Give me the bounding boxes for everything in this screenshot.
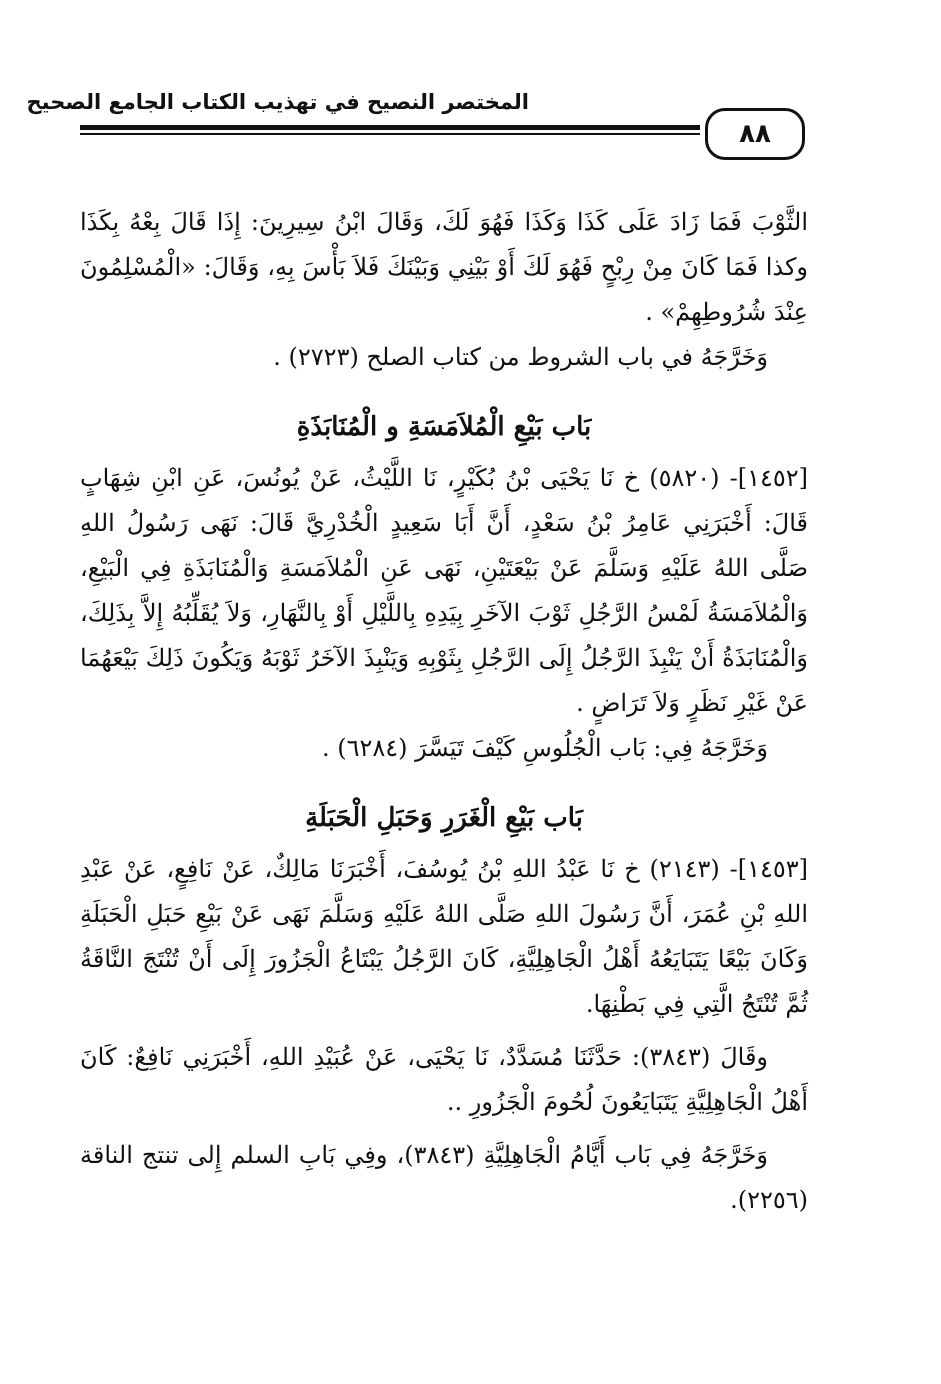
paragraph-citation: وَخَرَّجَهُ فِي: بَاب الْجُلُوسِ كَيْفَ تَيَسَّرَ (٦٢٨٤) . xyxy=(321,734,768,762)
header-rule-thick xyxy=(80,125,700,130)
chapter-heading-gharar: بَاب بَيْعِ الْغَرَرِ وَحَبَلِ الْحَبَلَةِ xyxy=(305,803,583,833)
paragraph-continuation: الثَّوْبَ فَمَا زَادَ عَلَى كَذَا وَكَذَا فَهُوَ لَكَ، وَقَالَ ابْنُ سِيرِينَ: إِذَا قَالَ بِعْهُ بِكَذَا وكذا فَمَا كَانَ مِنْ رِبْحٍ فَهُوَ لَكَ أَوْ بَيْنِي وَبَيْنَكَ فَلاَ بَأْسَ بِهِ، وَقَالَ: «الْمُسْلِمُونَ عِنْدَ شُرُوطِهِمْ» . xyxy=(80,208,808,326)
paragraph-narration: وقَالَ (٣٨٤٣): حَدَّثَنَا مُسَدَّدٌ، نَا يَحْيَى، عَنْ عُبَيْدِ اللهِ، أَخْبَرَنِي نَافِعٌ: كَانَ أَهْلُ الْجَاهِلِيَّةِ يَتَبَايَعُونَ لُحُومَ الْجَزُورِ .. xyxy=(80,1043,808,1116)
header-rule-thin xyxy=(80,133,700,135)
paragraph-citation: وَخَرَّجَهُ في باب الشروط من كتاب الصلح (٢٧٢٣) . xyxy=(273,343,768,371)
hadith-1453: [١٤٥٣]- (٢١٤٣) خ نَا عَبْدُ اللهِ بْنُ يُوسُفَ، أَخْبَرَنَا مَالِكٌ، عَنْ نَافِعٍ، عَنْ عَبْدِ اللهِ بْنِ عُمَرَ، أَنَّ رَسُولَ اللهِ صَلَّى اللهُ عَلَيْهِ وَسَلَّمَ نَهَى عَنْ بَيْعِ حَبَلِ الْحَبَلَةِ وَكَانَ بَيْعًا يَتَبَايَعُهُ أَهْلُ الْجَاهِلِيَّةِ، كَانَ الرَّجُلُ يَبْتَاعُ الْجَزُورَ إِلَى أَنْ تُنْتَجَ النَّاقَةُ ثُمَّ تُنْتَجُ الَّتِي فِي بَطْنِهَا. xyxy=(80,855,808,1018)
paragraph-citation: وَخَرَّجَهُ فِي بَاب أَيَّامُ الْجَاهِلِيَّةِ (٣٨٤٣)، وفِي بَابِ السلم إِلى تنتج الناقة (٢٢٥٦). xyxy=(80,1141,808,1214)
chapter-heading-mulamasa: بَاب بَيْعِ الْمُلاَمَسَةِ و الْمُنَابَذَةِ xyxy=(296,412,592,442)
page-header xyxy=(26,80,805,160)
running-title: المختصر النصيح في تهذيب الكتاب الجامع الصحيح xyxy=(26,90,529,114)
hadith-1452: [١٤٥٢]- (٥٨٢٠) خ نَا يَحْيَى بْنُ بُكَيْرٍ، نَا اللَّيْثُ، عَنْ يُونُسَ، عَنِ ابْنِ شِهَابٍ قَالَ: أَخْبَرَنِي عَامِرُ بْنُ سَعْدٍ، أَنَّ أَبَا سَعِيدٍ الْخُدْرِيَّ قَالَ: نَهَى رَسُولُ اللهِ صَلَّى اللهُ عَلَيْهِ وَسَلَّمَ عَنْ بَيْعَتَيْنِ، نَهَى عَنِ الْمُلاَمَسَةِ وَالْمُنَابَذَةِ فِي الْبَيْعِ، وَالْمُلاَمَسَةُ لَمْسُ الرَّجُلِ ثَوْبَ الآخَرِ بِيَدِهِ بِاللَّيْلِ أَوْ بِالنَّهَارِ، وَلاَ يُقَلِّبُهُ إِلاَّ بِذَلِكَ، وَالْمُنَابَذَةُ أَنْ يَنْبِذَ الرَّجُلُ إِلَى الرَّجُلِ بِثَوْبِهِ وَيَنْبِذَ الآخَرُ ثَوْبَهُ وَيَكُونَ ذَلِكَ بَيْعَهُمَا عَنْ غَيْرِ نَظَرٍ وَلاَ تَرَاضٍ . xyxy=(80,464,809,717)
page-number: ٨٨ xyxy=(739,119,771,149)
page-number-box xyxy=(705,108,805,160)
page-body xyxy=(80,200,808,1223)
